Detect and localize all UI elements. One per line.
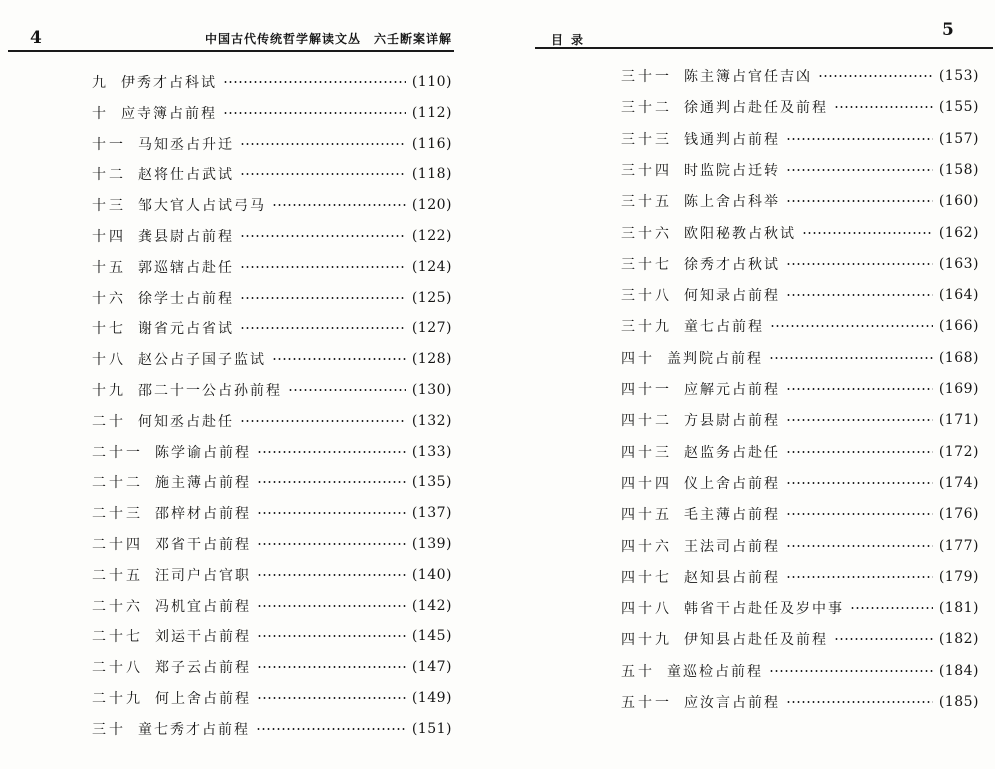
toc-entry xyxy=(92,224,452,248)
dot-leader xyxy=(818,75,933,77)
entry-title: 何上舍占前程 xyxy=(155,691,251,707)
entry-page-number: (135) xyxy=(411,474,452,491)
entry-number: 四十 xyxy=(621,350,655,367)
entry-number: 四十九 xyxy=(621,632,672,649)
dot-leader xyxy=(240,327,406,329)
entry-page-number: (120) xyxy=(411,197,452,214)
entry-page-number: (133) xyxy=(411,443,452,460)
entry-number: 四十四 xyxy=(621,475,672,492)
entry-number: 三十七 xyxy=(621,256,672,273)
dot-leader xyxy=(257,605,406,607)
right-page xyxy=(525,0,995,769)
entry-number: 二十 xyxy=(92,413,126,430)
entry-number: 三十五 xyxy=(621,194,672,211)
entry-title: 应寺簿占前程 xyxy=(121,105,217,122)
toc-entry xyxy=(92,409,452,433)
entry-number: 十九 xyxy=(92,383,126,399)
entry-title: 郑子云占前程 xyxy=(155,660,251,677)
dot-leader xyxy=(272,204,406,206)
dot-leader xyxy=(786,545,933,547)
dot-leader xyxy=(240,235,406,237)
entry-title: 何知丞占赴任 xyxy=(138,413,234,430)
entry-number: 十六 xyxy=(92,290,126,307)
entry-page-number: (158) xyxy=(938,161,979,178)
entry-title: 钱通判占前程 xyxy=(684,131,780,148)
entry-title: 何知录占前程 xyxy=(684,288,780,305)
entry-page-number: (137) xyxy=(411,505,452,522)
entry-page-number: (118) xyxy=(411,166,452,183)
entry-title: 方县尉占前程 xyxy=(684,413,780,430)
dot-leader xyxy=(240,420,406,422)
entry-page-number: (153) xyxy=(938,68,979,84)
entry-title: 施主薄占前程 xyxy=(155,475,251,492)
dot-leader xyxy=(257,451,406,453)
entry-page-number: (125) xyxy=(411,289,452,306)
entry-page-number: (122) xyxy=(411,228,452,244)
entry-number: 三十四 xyxy=(621,162,672,179)
toc-entry xyxy=(621,221,979,245)
entry-page-number: (160) xyxy=(938,193,979,210)
entry-title: 欧阳秘教占秋试 xyxy=(684,225,796,242)
entry-title: 龚县尉占前程 xyxy=(138,229,234,245)
dot-leader xyxy=(786,169,933,171)
entry-page-number: (112) xyxy=(411,104,452,121)
entry-number: 三十三 xyxy=(621,131,672,148)
toc-entry xyxy=(92,624,452,648)
entry-number: 十一 xyxy=(92,136,126,153)
entry-title: 应汝言占前程 xyxy=(684,695,780,711)
dot-leader xyxy=(257,574,406,576)
entry-page-number: (171) xyxy=(938,412,979,429)
dot-leader xyxy=(240,173,406,175)
dot-leader xyxy=(786,701,933,703)
toc-entry xyxy=(621,252,979,276)
entry-title: 邵二十一公占孙前程 xyxy=(138,383,282,399)
entry-number: 二十五 xyxy=(92,567,143,584)
entry-number: 四十六 xyxy=(621,538,672,555)
toc-entry xyxy=(621,627,979,651)
entry-page-number: (127) xyxy=(411,320,452,337)
toc-entry xyxy=(621,377,979,401)
dot-leader xyxy=(256,728,406,730)
dot-leader xyxy=(240,143,406,145)
entry-title: 汪司户占官职 xyxy=(155,567,251,584)
toc-entry xyxy=(92,594,452,618)
entry-number: 十 xyxy=(92,105,109,122)
entry-number: 四十七 xyxy=(621,569,672,586)
dot-leader xyxy=(770,325,933,327)
toc-entry xyxy=(92,70,452,94)
book-gutter xyxy=(470,0,525,769)
dot-leader xyxy=(240,266,406,268)
entry-number: 三十六 xyxy=(621,225,672,242)
toc-entry xyxy=(92,255,452,279)
entry-number: 三十 xyxy=(92,721,126,738)
entry-title: 仪上舍占前程 xyxy=(684,475,780,492)
entry-title: 冯机宜占前程 xyxy=(155,598,251,615)
toc-entry xyxy=(92,440,452,464)
entry-number: 五十一 xyxy=(621,695,672,711)
entry-number: 九 xyxy=(92,75,109,91)
entry-number: 二十三 xyxy=(92,506,143,523)
toc-entry xyxy=(621,502,979,526)
entry-title: 谢省元占省试 xyxy=(138,321,234,338)
entry-number: 二十九 xyxy=(92,691,143,707)
dot-leader xyxy=(786,294,933,296)
entry-title: 童七秀才占前程 xyxy=(138,721,250,738)
entry-page-number: (110) xyxy=(411,74,452,90)
dot-leader xyxy=(850,607,933,609)
entry-number: 十七 xyxy=(92,321,126,338)
running-head: 中国古代传统哲学解读文丛 六壬断案详解 xyxy=(205,32,453,46)
entry-number: 二十一 xyxy=(92,444,143,461)
entry-page-number: (166) xyxy=(938,318,979,335)
entry-title: 郭巡辖占赴任 xyxy=(138,259,234,276)
entry-page-number: (169) xyxy=(938,381,979,397)
entry-number: 三十一 xyxy=(621,69,672,85)
entry-page-number: (139) xyxy=(411,536,452,552)
dot-leader xyxy=(257,543,406,545)
dot-leader xyxy=(786,263,933,265)
entry-page-number: (140) xyxy=(411,566,452,583)
toc-entry xyxy=(621,534,979,558)
entry-number: 三十二 xyxy=(621,100,672,117)
header-rule xyxy=(535,47,993,49)
running-head: 目录 xyxy=(551,33,592,47)
entry-title: 应解元占前程 xyxy=(684,382,780,398)
entry-page-number: (145) xyxy=(411,628,452,645)
entry-number: 二十八 xyxy=(92,660,143,677)
toc-entry xyxy=(92,655,452,679)
dot-leader xyxy=(834,638,933,640)
entry-title: 陈上舍占科举 xyxy=(684,194,780,211)
entry-number: 四十二 xyxy=(621,413,672,430)
toc-entry xyxy=(621,127,979,151)
entry-page-number: (182) xyxy=(938,631,979,648)
toc-entry xyxy=(621,346,979,370)
toc-entry xyxy=(621,471,979,495)
dot-leader xyxy=(786,419,933,421)
entry-page-number: (185) xyxy=(938,694,979,710)
entry-number: 四十八 xyxy=(621,601,672,618)
entry-page-number: (181) xyxy=(938,600,979,617)
toc-entry xyxy=(92,532,452,556)
toc-entry xyxy=(621,565,979,589)
toc-entry xyxy=(92,347,452,371)
entry-number: 二十二 xyxy=(92,475,143,492)
toc-entry xyxy=(621,189,979,213)
entry-title: 徐学士占前程 xyxy=(138,290,234,307)
dot-leader xyxy=(272,358,406,360)
entry-title: 徐通判占赴任及前程 xyxy=(684,100,828,117)
toc-entry xyxy=(92,378,452,402)
entry-number: 五十 xyxy=(621,663,655,680)
dot-leader xyxy=(769,670,933,672)
entry-title: 刘运干占前程 xyxy=(155,629,251,646)
entry-title: 童巡检占前程 xyxy=(667,663,763,680)
toc-entry xyxy=(92,470,452,494)
entry-number: 十八 xyxy=(92,352,126,369)
toc-entry xyxy=(92,101,452,125)
entry-number: 十五 xyxy=(92,259,126,276)
entry-page-number: (164) xyxy=(938,287,979,304)
entry-page-number: (132) xyxy=(411,412,452,429)
entry-page-number: (177) xyxy=(938,537,979,554)
entry-title: 赵监务占赴任 xyxy=(684,444,780,461)
entry-title: 邹大官人占试弓马 xyxy=(138,198,266,215)
entry-page-number: (116) xyxy=(411,135,452,152)
dot-leader xyxy=(257,481,406,483)
entry-page-number: (163) xyxy=(938,255,979,272)
toc-entry xyxy=(92,563,452,587)
dot-leader xyxy=(802,232,933,234)
entry-page-number: (124) xyxy=(411,258,452,275)
entry-title: 伊秀才占科试 xyxy=(121,75,217,91)
entry-title: 马知丞占升迁 xyxy=(138,136,234,153)
entry-title: 时监院占迁转 xyxy=(684,162,780,179)
entry-number: 四十一 xyxy=(621,382,672,398)
dot-leader xyxy=(786,513,933,515)
toc-entry xyxy=(621,596,979,620)
page-number: 5 xyxy=(942,20,954,40)
entry-number: 十三 xyxy=(92,198,126,215)
dot-leader xyxy=(786,451,933,453)
dot-leader xyxy=(786,576,933,578)
entry-page-number: (162) xyxy=(938,224,979,241)
entry-page-number: (172) xyxy=(938,443,979,460)
dot-leader xyxy=(223,81,406,83)
toc-entry xyxy=(621,440,979,464)
dot-leader xyxy=(257,635,406,637)
toc-entry xyxy=(92,162,452,186)
entry-page-number: (128) xyxy=(411,351,452,368)
left-page xyxy=(0,0,470,769)
entry-title: 童七占前程 xyxy=(684,319,764,336)
entry-title: 毛主薄占前程 xyxy=(684,507,780,524)
toc-entry xyxy=(621,408,979,432)
toc-entry xyxy=(621,64,979,88)
entry-title: 徐秀才占秋试 xyxy=(684,256,780,273)
entry-title: 邵梓材占前程 xyxy=(155,506,251,523)
entry-title: 王法司占前程 xyxy=(684,538,780,555)
toc-entry xyxy=(621,659,979,683)
toc-entry xyxy=(621,283,979,307)
entry-page-number: (155) xyxy=(938,99,979,116)
dot-leader xyxy=(288,389,406,391)
entry-title: 赵公占子国子监试 xyxy=(138,352,266,369)
entry-page-number: (184) xyxy=(938,662,979,679)
dot-leader xyxy=(257,512,406,514)
toc-entry xyxy=(92,316,452,340)
toc-entry xyxy=(92,193,452,217)
entry-number: 二十六 xyxy=(92,598,143,615)
dot-leader xyxy=(786,138,933,140)
toc-entry xyxy=(92,286,452,310)
entry-number: 十四 xyxy=(92,229,126,245)
toc-entry xyxy=(621,158,979,182)
toc-entry xyxy=(92,717,452,741)
toc-entry xyxy=(621,95,979,119)
dot-leader xyxy=(786,388,933,390)
dot-leader xyxy=(786,200,933,202)
entry-page-number: (176) xyxy=(938,506,979,523)
toc-entry xyxy=(92,686,452,710)
entry-page-number: (151) xyxy=(411,720,452,737)
entry-number: 二十四 xyxy=(92,537,143,553)
entry-number: 四十三 xyxy=(621,444,672,461)
entry-title: 伊知县占赴任及前程 xyxy=(684,632,828,649)
toc-entry xyxy=(621,314,979,338)
entry-number: 三十九 xyxy=(621,319,672,336)
entry-title: 韩省干占赴任及岁中事 xyxy=(684,601,844,618)
entry-title: 赵将仕占武试 xyxy=(138,167,234,184)
entry-page-number: (179) xyxy=(938,568,979,585)
entry-page-number: (147) xyxy=(411,659,452,676)
entry-page-number: (130) xyxy=(411,382,452,398)
header-rule xyxy=(8,50,454,52)
entry-page-number: (168) xyxy=(938,349,979,366)
entry-page-number: (157) xyxy=(938,130,979,147)
dot-leader xyxy=(240,297,406,299)
entry-title: 赵知县占前程 xyxy=(684,569,780,586)
entry-number: 二十七 xyxy=(92,629,143,646)
dot-leader xyxy=(257,697,406,699)
entry-number: 十二 xyxy=(92,167,126,184)
dot-leader xyxy=(769,357,933,359)
entry-number: 四十五 xyxy=(621,507,672,524)
entry-page-number: (149) xyxy=(411,690,452,706)
dot-leader xyxy=(257,666,406,668)
dot-leader xyxy=(786,482,933,484)
entry-page-number: (174) xyxy=(938,474,979,491)
page-number: 4 xyxy=(30,28,42,48)
entry-number: 三十八 xyxy=(621,288,672,305)
dot-leader xyxy=(223,112,406,114)
entry-title: 盖判院占前程 xyxy=(667,350,763,367)
entry-title: 陈学谕占前程 xyxy=(155,444,251,461)
toc-entry xyxy=(621,690,979,714)
toc-entry xyxy=(92,501,452,525)
dot-leader xyxy=(834,106,933,108)
toc-entry xyxy=(92,132,452,156)
entry-title: 邓省干占前程 xyxy=(155,537,251,553)
entry-title: 陈主簿占官任吉凶 xyxy=(684,69,812,85)
entry-page-number: (142) xyxy=(411,597,452,614)
